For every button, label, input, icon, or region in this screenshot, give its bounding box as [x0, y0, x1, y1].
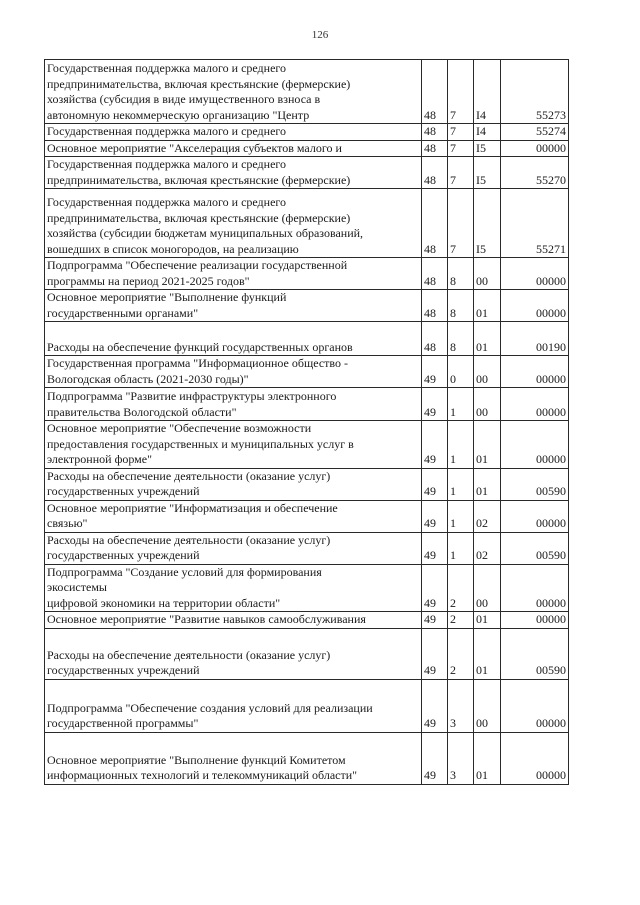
direction-code-cell: 00000 [501, 421, 569, 469]
activity-code-cell: 00 [474, 258, 501, 290]
direction-code-cell: 00590 [501, 628, 569, 679]
table-row [45, 258, 569, 290]
subprogram-code-cell: 8 [448, 290, 474, 322]
table-row [45, 60, 569, 124]
program-code-cell: 48 [422, 290, 448, 322]
program-code-cell: 49 [422, 468, 448, 500]
activity-code-cell: I5 [474, 157, 501, 189]
row-name-cell: Государственная поддержка малого и среднего предпринимательства, включая крестьянские (фермерские) хозяйства (субсидии бюджетам муниципальных образований, вошедших в список моногородов, на реализацию [45, 189, 422, 258]
row-name-cell: Подпрограмма "Обеспечение реализации государственной программы на период 2021-2025 годов" [45, 258, 422, 290]
direction-code-cell: 00590 [501, 532, 569, 564]
table-row [45, 140, 569, 157]
subprogram-code-cell: 7 [448, 124, 474, 141]
activity-code-cell: 02 [474, 532, 501, 564]
program-code-cell: 49 [422, 500, 448, 532]
program-code-cell: 49 [422, 628, 448, 679]
program-code-cell: 49 [422, 732, 448, 784]
subprogram-code-cell: 7 [448, 60, 474, 124]
program-code-cell: 48 [422, 189, 448, 258]
row-name-cell: Основное мероприятие "Информатизация и обеспечение связью" [45, 500, 422, 532]
table-row [45, 468, 569, 500]
direction-code-cell: 55271 [501, 189, 569, 258]
activity-code-cell: 01 [474, 290, 501, 322]
page-number: 126 [311, 29, 329, 41]
direction-code-cell: 00000 [501, 612, 569, 629]
row-name-cell: Государственная поддержка малого и среднего предпринимательства, включая крестьянские (фермерские) хозяйства (субсидия в виде имущественного взноса в автономную некоммерческую организацию "Центр [45, 60, 422, 124]
row-name-cell: Основное мероприятие "Выполнение функций Комитетом информационных технологий и телекоммуникаций области" [45, 732, 422, 784]
row-name-cell: Государственная поддержка малого и среднего предпринимательства, включая крестьянские (фермерские) [45, 157, 422, 189]
activity-code-cell: I4 [474, 60, 501, 124]
direction-code-cell: 55273 [501, 60, 569, 124]
program-code-cell: 48 [422, 322, 448, 356]
table-row [45, 421, 569, 469]
row-name-cell: Государственная программа "Информационное общество - Вологодская область (2021-2030 годы)" [45, 356, 422, 388]
subprogram-code-cell: 0 [448, 356, 474, 388]
table-row [45, 290, 569, 322]
subprogram-code-cell: 1 [448, 500, 474, 532]
activity-code-cell: 00 [474, 564, 501, 612]
program-code-cell: 49 [422, 679, 448, 732]
direction-code-cell: 00000 [501, 564, 569, 612]
subprogram-code-cell: 2 [448, 628, 474, 679]
direction-code-cell: 55270 [501, 157, 569, 189]
direction-code-cell: 00000 [501, 679, 569, 732]
table-row [45, 679, 569, 732]
subprogram-code-cell: 7 [448, 157, 474, 189]
subprogram-code-cell: 1 [448, 388, 474, 421]
activity-code-cell: 01 [474, 322, 501, 356]
direction-code-cell: 00000 [501, 500, 569, 532]
table-row [45, 388, 569, 421]
subprogram-code-cell: 2 [448, 564, 474, 612]
subprogram-code-cell: 7 [448, 189, 474, 258]
table-row [45, 612, 569, 629]
activity-code-cell: I5 [474, 189, 501, 258]
direction-code-cell: 00590 [501, 468, 569, 500]
row-name-cell: Подпрограмма "Развитие инфраструктуры электронного правительства Вологодской области" [45, 388, 422, 421]
subprogram-code-cell: 2 [448, 612, 474, 629]
program-code-cell: 48 [422, 140, 448, 157]
program-code-cell: 49 [422, 421, 448, 469]
subprogram-code-cell: 8 [448, 258, 474, 290]
program-code-cell: 48 [422, 258, 448, 290]
table-row [45, 322, 569, 356]
row-name-cell: Расходы на обеспечение деятельности (оказание услуг) государственных учреждений [45, 468, 422, 500]
activity-code-cell: 00 [474, 388, 501, 421]
row-name-cell: Расходы на обеспечение деятельности (оказание услуг) государственных учреждений [45, 628, 422, 679]
row-name-cell: Расходы на обеспечение функций государственных органов [45, 322, 422, 356]
activity-code-cell: 01 [474, 628, 501, 679]
activity-code-cell: 00 [474, 356, 501, 388]
row-name-cell: Государственная поддержка малого и среднего [45, 124, 422, 141]
budget-table-body [45, 60, 569, 785]
row-name-cell: Основное мероприятие "Акселерация субъектов малого и [45, 140, 422, 157]
program-code-cell: 49 [422, 612, 448, 629]
direction-code-cell: 00000 [501, 290, 569, 322]
row-name-cell: Основное мероприятие "Обеспечение возможности предоставления государственных и муниципальных услуг в электронной форме" [45, 421, 422, 469]
subprogram-code-cell: 8 [448, 322, 474, 356]
subprogram-code-cell: 1 [448, 468, 474, 500]
activity-code-cell: 01 [474, 421, 501, 469]
table-row [45, 157, 569, 189]
budget-table [44, 59, 569, 785]
row-name-cell: Подпрограмма "Создание условий для формирования экосистемы цифровой экономики на территории области" [45, 564, 422, 612]
program-code-cell: 49 [422, 564, 448, 612]
table-row [45, 500, 569, 532]
program-code-cell: 49 [422, 388, 448, 421]
direction-code-cell: 00000 [501, 732, 569, 784]
program-code-cell: 48 [422, 60, 448, 124]
table-row [45, 532, 569, 564]
program-code-cell: 49 [422, 356, 448, 388]
program-code-cell: 48 [422, 124, 448, 141]
row-name-cell: Основное мероприятие "Выполнение функций государственными органами" [45, 290, 422, 322]
activity-code-cell: 00 [474, 679, 501, 732]
row-name-cell: Расходы на обеспечение деятельности (оказание услуг) государственных учреждений [45, 532, 422, 564]
activity-code-cell: I5 [474, 140, 501, 157]
table-row [45, 356, 569, 388]
table-row [45, 564, 569, 612]
table-row [45, 124, 569, 141]
direction-code-cell: 55274 [501, 124, 569, 141]
table-row [45, 189, 569, 258]
activity-code-cell: I4 [474, 124, 501, 141]
program-code-cell: 49 [422, 532, 448, 564]
table-row [45, 628, 569, 679]
activity-code-cell: 01 [474, 732, 501, 784]
row-name-cell: Основное мероприятие "Развитие навыков самообслуживания [45, 612, 422, 629]
table-row [45, 732, 569, 784]
direction-code-cell: 00190 [501, 322, 569, 356]
subprogram-code-cell: 1 [448, 532, 474, 564]
subprogram-code-cell: 3 [448, 679, 474, 732]
row-name-cell: Подпрограмма "Обеспечение создания условий для реализации государственной программы" [45, 679, 422, 732]
direction-code-cell: 00000 [501, 258, 569, 290]
subprogram-code-cell: 3 [448, 732, 474, 784]
program-code-cell: 48 [422, 157, 448, 189]
direction-code-cell: 00000 [501, 388, 569, 421]
subprogram-code-cell: 7 [448, 140, 474, 157]
direction-code-cell: 00000 [501, 140, 569, 157]
activity-code-cell: 01 [474, 468, 501, 500]
subprogram-code-cell: 1 [448, 421, 474, 469]
direction-code-cell: 00000 [501, 356, 569, 388]
activity-code-cell: 01 [474, 612, 501, 629]
activity-code-cell: 02 [474, 500, 501, 532]
